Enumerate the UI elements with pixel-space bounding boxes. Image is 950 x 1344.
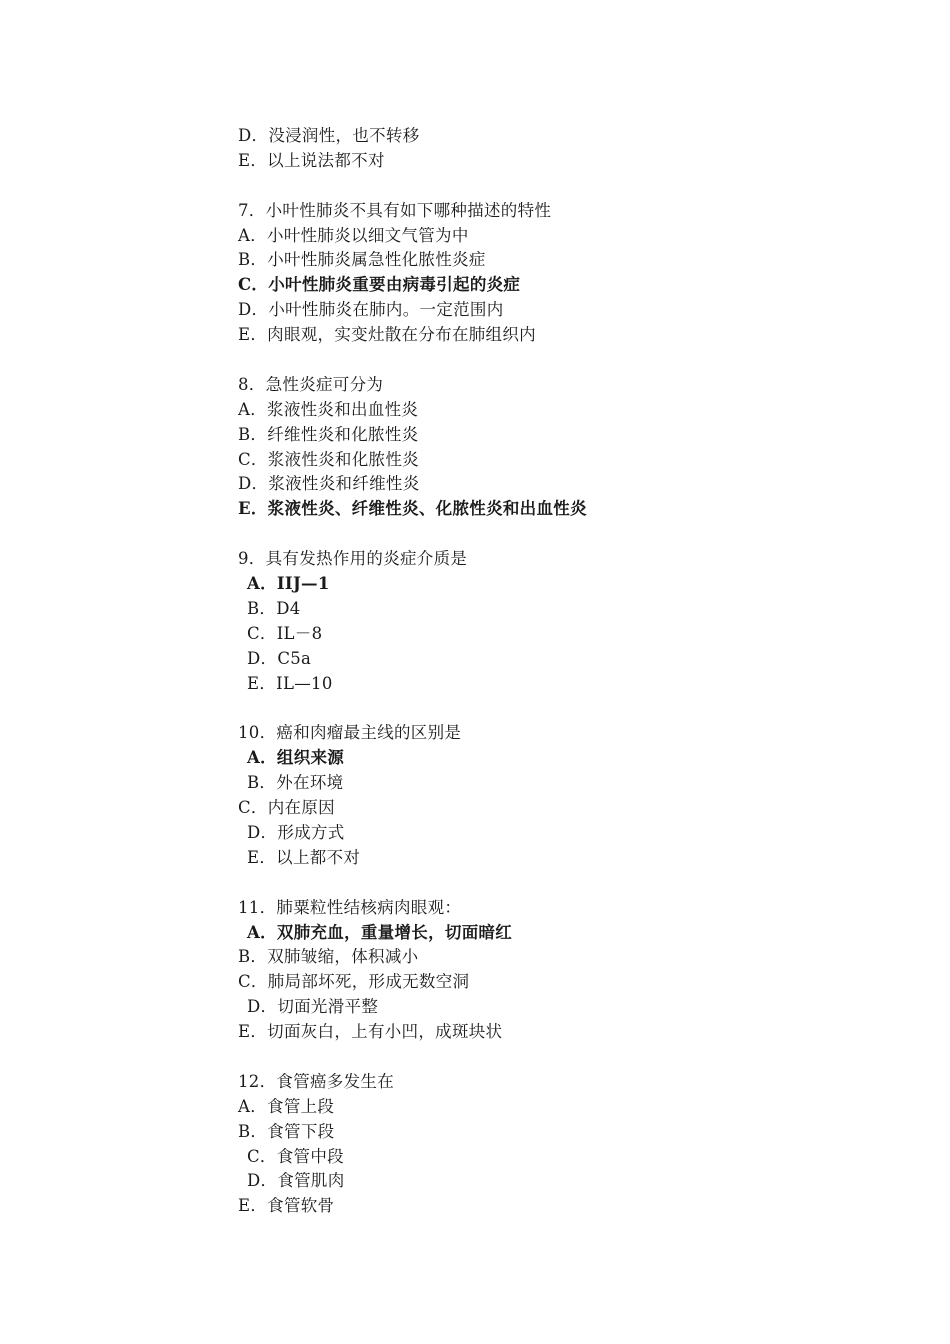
- text-line: C．浆液性炎和化脓性炎: [238, 449, 419, 469]
- text-line: E．肉眼观，实变灶散在分布在肺组织内: [238, 325, 536, 345]
- text-line: D．没浸润性，也不转移: [238, 126, 420, 145]
- answer-line-highlighted: A．IIJ—1: [247, 574, 330, 594]
- text-line: D．食管肌肉: [247, 1171, 345, 1191]
- document-body: [238, 124, 878, 1219]
- blank-line: [238, 696, 878, 721]
- text-line: B．纤维性炎和化脓性炎: [238, 424, 419, 444]
- text-line: E．食管软骨: [238, 1196, 335, 1216]
- blank-line: [238, 1045, 878, 1070]
- answer-line-highlighted: C．小叶性肺炎重要由病毒引起的炎症: [238, 275, 521, 295]
- text-line: B．D4: [247, 598, 301, 618]
- text-line: D．小叶性肺炎在肺内。一定范围内: [238, 300, 504, 320]
- text-line: A．小叶性肺炎以细文气管为中: [238, 225, 469, 245]
- text-line: 8．急性炎症可分为: [238, 374, 384, 394]
- text-line: B．食管下段: [238, 1121, 335, 1141]
- text-line: E．以上说法都不对: [238, 150, 385, 170]
- text-line: D．浆液性炎和纤维性炎: [238, 474, 420, 494]
- answer-line-highlighted: A．双肺充血，重量增长，切面暗红: [247, 922, 513, 942]
- text-line: B．双肺皱缩，体积减小: [238, 947, 419, 967]
- text-line: B．外在环境: [247, 773, 344, 793]
- text-line: C．IL－8: [247, 623, 323, 643]
- blank-line: [238, 174, 878, 199]
- text-line: D．切面光滑平整: [247, 997, 379, 1017]
- text-line: E．IL—10: [247, 673, 333, 693]
- text-line: D．C5a: [247, 648, 312, 668]
- blank-line: [238, 522, 878, 547]
- text-line: C．肺局部坏死，形成无数空洞: [238, 972, 470, 992]
- text-line: 12．食管癌多发生在: [238, 1071, 394, 1091]
- text-line: 9．具有发热作用的炎症介质是: [238, 549, 468, 569]
- text-line: 11．肺粟粒性结核病肉眼观：: [238, 897, 462, 917]
- text-line: A．浆液性炎和出血性炎: [238, 399, 419, 419]
- text-line: C．内在原因: [238, 798, 335, 818]
- answer-line-highlighted: A．组织来源: [247, 748, 345, 768]
- text-line: 10．癌和肉瘤最主线的区别是: [238, 723, 462, 743]
- blank-line: [238, 871, 878, 896]
- text-line: E．以上都不对: [247, 847, 361, 867]
- text-line: C．食管中段: [247, 1146, 344, 1166]
- text-line: A．食管上段: [238, 1096, 335, 1116]
- text-line: 7．小叶性肺炎不具有如下哪种描述的特性: [238, 200, 552, 220]
- blank-line: [238, 348, 878, 373]
- answer-line-highlighted: E．浆液性炎、纤维性炎、化脓性炎和出血性炎: [238, 499, 587, 519]
- text-line: E．切面灰白，上有小凹，成斑块状: [238, 1022, 503, 1042]
- text-line: B．小叶性肺炎属急性化脓性炎症: [238, 250, 486, 270]
- text-line: D．形成方式: [247, 822, 345, 842]
